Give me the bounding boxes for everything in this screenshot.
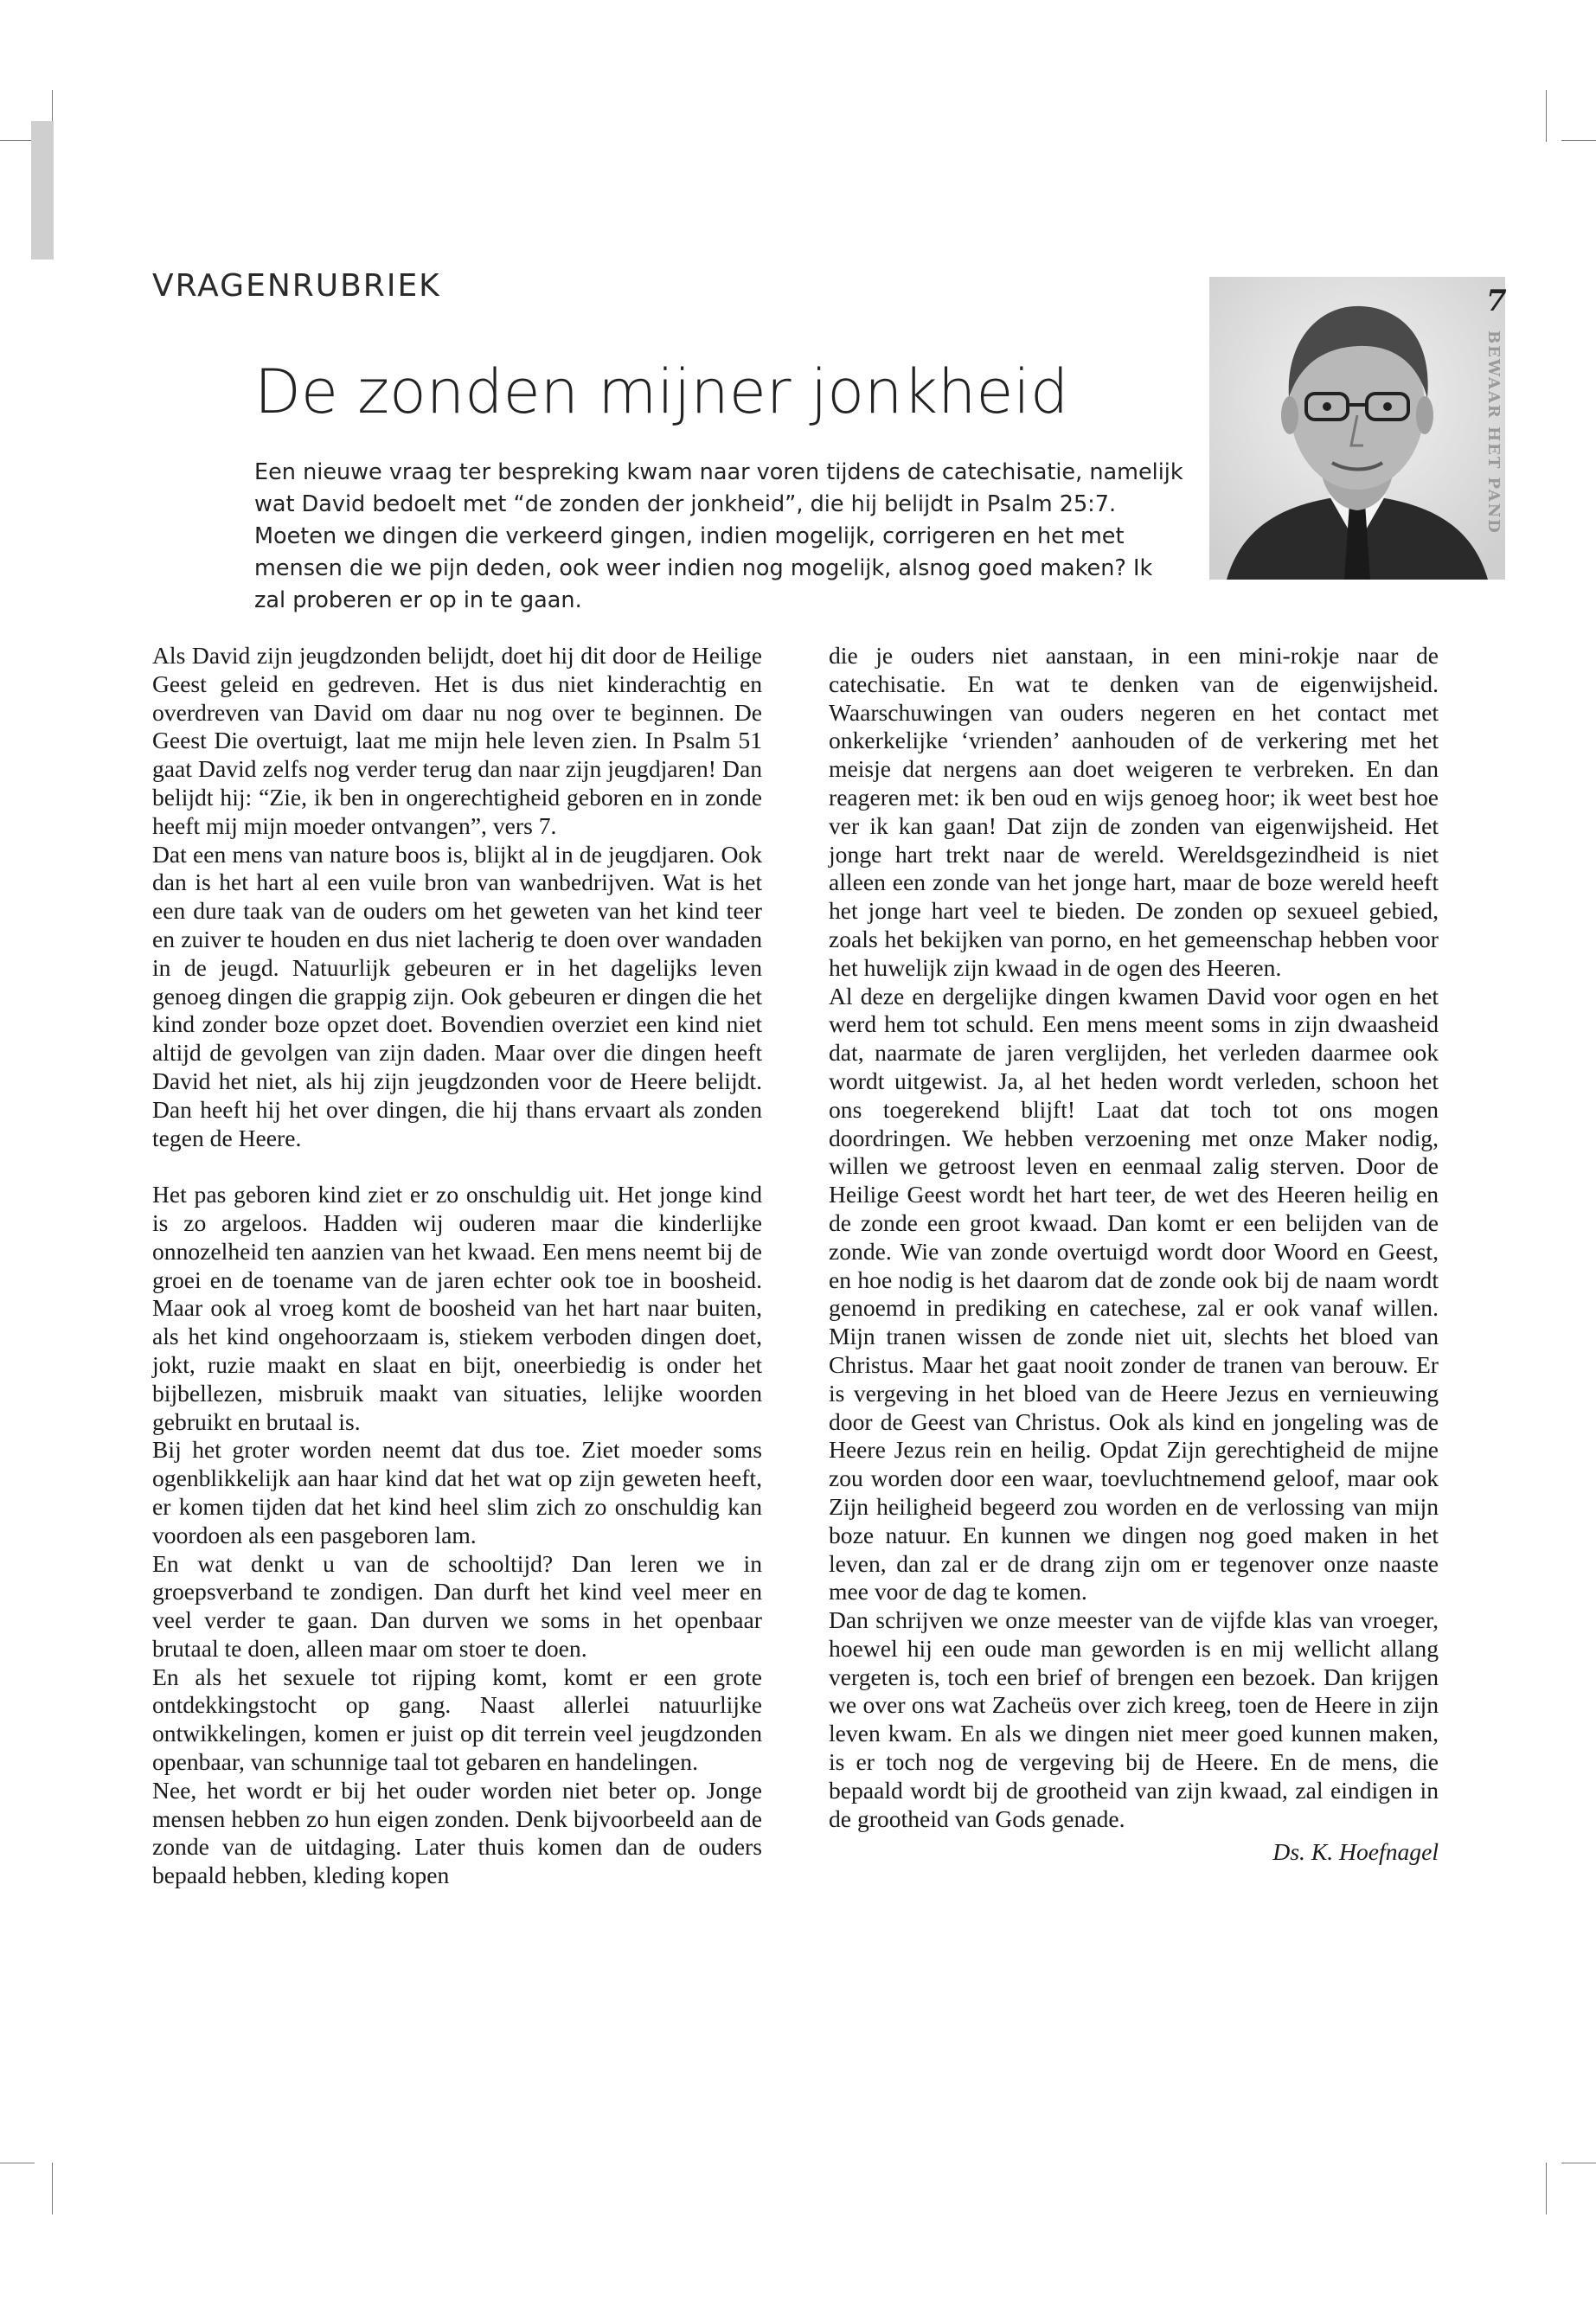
paragraph: Het pas geboren kind ziet er zo onschuldig uit. Het jonge kind is zo argeloos. Hadden wij ouderen maar die kinderlijke onnozelheid ten aanzien van het kwaad. Een mens neemt bij de groei en de toename van de jaren echter ook toe in boosheid. Maar ook al vroeg komt de boosheid van het hart naar buiten, als het kind ongehoorzaam is, stiekem verboden dingen doet, jokt, ruzie maakt en slaat en bijt, oneerbiedig is onder het bijbellezen, misbruik maakt van situaties, lelijke woorden gebruikt en brutaal is. — [152, 1181, 762, 1435]
paragraph: Nee, het wordt er bij het ouder worden niet beter op. Jonge mensen hebben zo hun eigen zonden. Denk bijvoorbeeld aan de zonde van de uitdaging. Later thuis komen dan de ouders bepaald hebben, kleding kopen — [152, 1776, 762, 1889]
paragraph: En als het sexuele tot rijping komt, komt er een grote ontdekkingstocht op gang. Naast allerlei natuurlijke ontwikkelingen, komen er juist op dit terrein veel jeugdzonden openbaar, van schunnige taal tot gebaren en handelingen. — [152, 1663, 762, 1776]
paragraph: Bij het groter worden neemt dat dus toe. Ziet moeder soms ogenblikkelijk aan haar kind dat het wat op zijn geweten heeft, er komen tijden dat het kind heel slim zich zo onschuldig kan voordoen als een pasgeboren lam. — [152, 1436, 762, 1548]
article-title: De zonden mijner jonkheid — [254, 356, 1069, 427]
crop-mark — [1561, 140, 1596, 141]
left-column — [152, 642, 762, 1890]
magazine-label: BEWAAR HET PAND — [1484, 330, 1503, 535]
paragraph: En wat denkt u van de schooltijd? Dan leren we in groepsverband te zondigen. Dan durft het kind veel meer en veel verder te gaan. Dan durven we soms in het openbaar brutaal te doen, alleen maar om stoer te doen. — [152, 1549, 762, 1662]
page-edge-bar — [31, 121, 54, 260]
paragraph: die je ouders niet aanstaan, in een mini-rokje naar de catechisatie. En wat te denken van de eigenwijsheid. Waarschuwingen van ouders negeren en het contact met onkerkelijke ‘vrienden’ aanhouden of de verkering met het meisje dat nergens aan doet weigeren te verbreken. En dan reageren met: ik ben oud en wijs genoeg hoor; ik weet best hoe ver ik kan gaan! Dat zijn de zonden van eigenwijsheid. Het jonge hart trekt naar de wereld. Wereldsgezindheid is niet alleen een zonde van het jonge hart, maar de boze wereld heeft het jonge hart veel te bieden. De zonden op sexueel gebied, zoals het bekijken van porno, en het gemeenschap hebben voor het huwelijk zijn kwaad in de ogen des Heeren. — [829, 642, 1439, 981]
author-signature: Ds. K. Hoefnagel — [1272, 1838, 1439, 1866]
page-number: 7 — [1486, 284, 1507, 318]
crop-mark — [1546, 2163, 1547, 2214]
crop-mark — [0, 140, 35, 141]
paragraph: Als David zijn jeugdzonden belijdt, doet hij dit door de Heilige Geest geleid en gedreven. Het is dus niet kinderachtig en overdreven van David om daar nu nog over te beginnen. De Geest Die overtuigt, laat me mijn hele leven zien. In Psalm 51 gaat David zelfs nog verder terug dan naar zijn jeugdjaren! Dan belijdt hij: “Zie, ik ben in ongerechtigheid geboren en in zonde heeft mij mijn moeder ontvangen”, vers 7. — [152, 642, 762, 839]
right-column — [829, 642, 1439, 1867]
author-portrait — [1209, 277, 1505, 580]
paragraph: Dan schrijven we onze meester van de vijfde klas van vroeger, hoewel hij een oude man geworden is en mij wellicht allang vergeten is, toch een brief of brengen een bezoek. Dan krijgen we over ons wat Zacheüs over zich kreeg, toen de Heere in zijn leven kwam. En als we dingen niet meer goed kunnen maken, is er toch nog de vergeving bij de Heere. En de mens, die bepaald wordt bij de grootheid van zijn kwaad, zal eindigen in de grootheid van Gods genade. — [829, 1606, 1439, 1832]
article-intro: Een nieuwe vraag ter bespreking kwam naar voren tijdens de catechisatie, namelijk wat David bedoelt met “de zonden der jonkheid”, die hij belijdt in Psalm 25:7. Moeten we dingen die verkeerd gingen, indien mogelijk, corrigeren en het met mensen die we pijn deden, ook weer indien nog mogelijk, alsnog goed maken? Ik zal proberen er op in te gaan. — [254, 459, 1183, 613]
paragraph: Dat een mens van nature boos is, blijkt al in de jeugdjaren. Ook dan is het hart al een vuile bron van wanbedrijven. Wat is het een dure taak van de ouders om het geweten van het kind teer en zuiver te houden en dus niet lacherig te doen over wandaden in de jeugd. Natuurlijk gebeuren er in het dagelijks leven genoeg dingen die grappig zijn. Ook gebeuren er dingen die het kind zonder boze opzet doet. Bovendien overziet een kind niet altijd de gevolgen van zijn daden. Maar over die dingen heeft David het niet, als hij zijn jeugdzonden voor de Heere belijdt. Dan heeft hij het over dingen, die hij thans ervaart als zonden tegen de Heere. — [152, 840, 762, 1151]
crop-mark — [1546, 90, 1547, 142]
crop-mark — [52, 2163, 53, 2214]
paragraph: Al deze en dergelijke dingen kwamen David voor ogen en het werd hem tot schuld. Een mens meent soms in zijn dwaasheid dat, naarmate de jaren verglijden, het verleden daarmee ook wordt uitgewist. Ja, al het heden wordt verleden, schoon het ons toegerekend blijft! Laat dat toch tot ons mogen doordringen. We hebben verzoening met onze Maker nodig, willen we getroost leven en eenmaal zalig sterven. Door de Heilige Geest wordt het hart teer, de wet des Heeren heilig en de zonde een groot kwaad. Dan komt er een belijden van de zonde. Wie van zonde overtuigd wordt door Woord en Geest, en hoe nodig is het daarom dat de zonde ook bij de naam wordt genoemd in prediking en catechese, zal er ook vanaf willen. Mijn tranen wissen de zonde niet uit, slechts het bloed van Christus. Maar het gaat nooit zonder de tranen van berouw. Er is vergeving in het bloed van de Heere Jezus en vernieuwing door de Geest van Christus. Ook als kind en jongeling was de Heere Jezus rein en heilig. Opdat Zijn gerechtigheid de mijne zou worden door een waar, toevluchtnemend geloof, maar ook Zijn heiligheid begeerd zou worden en de verlossing van mijn boze natuur. En kunnen we dingen nog goed maken in het leven, dan zal er de drang zijn om er tegenover onze naaste mee voor de dag te komen. — [829, 982, 1439, 1606]
section-rubric: VRAGENRUBRIEK — [152, 268, 441, 304]
